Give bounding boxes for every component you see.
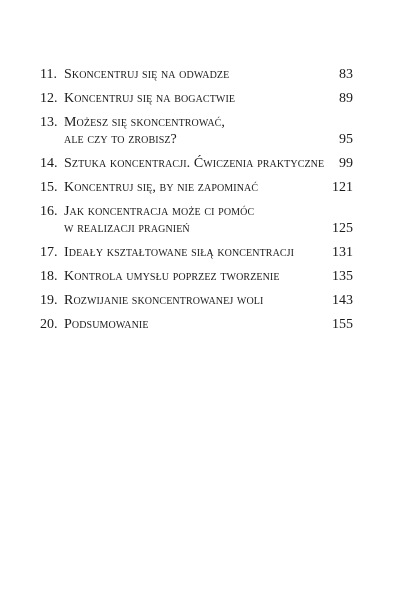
toc-entry [40,155,353,172]
page-number: 83 [339,67,353,82]
chapter-number: 12. [40,91,58,106]
toc-entry [40,179,353,196]
page-number: 155 [332,317,353,332]
chapter-title-line: Skoncentruj się na odwadze [64,67,230,82]
chapter-title [64,203,319,237]
chapter-number: 11. [40,67,57,82]
toc-entry [40,203,353,237]
chapter-title-line: Rozwijanie skoncentrowanej woli [64,293,264,308]
toc-entry [40,90,353,107]
table-of-contents [40,66,353,333]
page-number: 89 [339,91,353,106]
chapter-number: 18. [40,269,58,284]
chapter-title-line: Podsumowanie [64,317,149,332]
chapter-number: 17. [40,245,58,260]
chapter-number: 16. [40,204,58,219]
toc-entry [40,292,353,309]
page-number: 95 [339,132,353,147]
chapter-number: 13. [40,115,58,130]
page-number: 125 [332,221,353,236]
chapter-number: 20. [40,317,58,332]
toc-entry [40,114,353,148]
chapter-title [64,66,319,83]
chapter-title-line: w realizacji pragnień [64,221,190,236]
chapter-title [64,155,325,172]
chapter-title [64,292,319,309]
chapter-title [64,179,319,196]
chapter-title-line: ale czy to zrobisz? [64,132,177,147]
chapter-title [64,316,319,333]
page-number: 135 [332,269,353,284]
chapter-title [64,114,319,148]
chapter-number: 19. [40,293,58,308]
toc-entry [40,244,353,261]
chapter-title [64,268,319,285]
toc-entry [40,316,353,333]
page-number: 143 [332,293,353,308]
chapter-title-line: Jak koncentracja może ci pomóc [64,204,255,219]
chapter-title [64,90,319,107]
page-number: 99 [339,156,353,171]
chapter-title-line: Sztuka koncentracji. Ćwiczenia praktyczne [64,156,325,171]
page-number: 131 [332,245,353,260]
chapter-title-line: Możesz się skoncentrować, [64,115,226,130]
chapter-title-line: Ideały kształtowane siłą koncentracji [64,245,295,260]
chapter-number: 15. [40,180,58,195]
chapter-title-line: Kontrola umysłu poprzez tworzenie [64,269,280,284]
toc-entry [40,268,353,285]
chapter-title-line: Koncentruj się na bogactwie [64,91,236,106]
toc-entry [40,66,353,83]
chapter-number: 14. [40,156,58,171]
chapter-title-line: Koncentruj się, by nie zapominać [64,180,259,195]
chapter-title [64,244,319,261]
page-number: 121 [332,180,353,195]
